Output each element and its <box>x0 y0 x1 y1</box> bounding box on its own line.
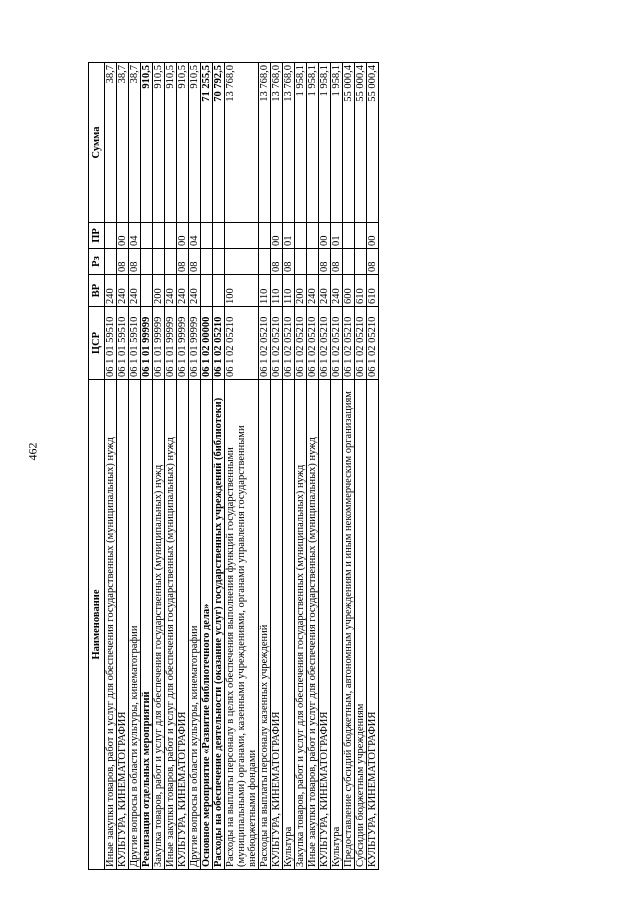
cell-rz <box>259 249 271 275</box>
cell-pr: 00 <box>117 223 129 249</box>
cell-rz <box>343 249 355 275</box>
cell-csr: 06 1 02 00000 <box>201 307 213 380</box>
table-row <box>201 63 213 870</box>
cell-pr: 01 <box>331 223 343 249</box>
cell-rz: 08 <box>271 249 283 275</box>
header-csr: ЦСР <box>89 307 105 380</box>
table-row <box>271 63 283 870</box>
cell-name: КУЛЬТУРА, КИНЕМАТОГРАФИЯ <box>367 380 379 870</box>
cell-vr: 600 <box>343 275 355 307</box>
table-row <box>307 63 319 870</box>
cell-rz: 08 <box>177 249 189 275</box>
cell-rz: 08 <box>367 249 379 275</box>
cell-pr <box>343 223 355 249</box>
cell-csr: 06 1 02 05210 <box>331 307 343 380</box>
cell-vr: 240 <box>105 275 117 307</box>
cell-sum: 1 958,1 <box>319 63 331 223</box>
cell-csr: 06 1 01 99999 <box>141 307 153 380</box>
cell-csr: 06 1 01 99999 <box>165 307 177 380</box>
cell-sum: 55 000,4 <box>355 63 367 223</box>
cell-rz <box>213 249 225 275</box>
cell-sum: 70 792,5 <box>213 63 225 223</box>
table-row <box>331 63 343 870</box>
cell-rz: 08 <box>331 249 343 275</box>
cell-sum: 38,7 <box>117 63 129 223</box>
cell-sum: 55 000,4 <box>343 63 355 223</box>
cell-pr <box>165 223 177 249</box>
cell-sum: 910,5 <box>189 63 201 223</box>
cell-pr <box>295 223 307 249</box>
cell-name: Закупка товаров, работ и услуг для обеспечения государственных (муниципальных) нужд <box>295 380 307 870</box>
cell-vr: 200 <box>153 275 165 307</box>
cell-pr: 00 <box>177 223 189 249</box>
cell-sum: 38,7 <box>105 63 117 223</box>
cell-csr: 06 1 01 99999 <box>153 307 165 380</box>
cell-vr: 240 <box>117 275 129 307</box>
cell-name: Иные закупки товаров, работ и услуг для обеспечения государственных (муниципальных) нужд <box>105 380 117 870</box>
table-header-row <box>89 63 105 870</box>
cell-sum: 1 958,1 <box>307 63 319 223</box>
cell-csr: 06 1 01 99999 <box>177 307 189 380</box>
cell-vr: 100 <box>225 275 259 307</box>
table-row <box>177 63 189 870</box>
cell-sum: 71 255,5 <box>201 63 213 223</box>
cell-vr: 240 <box>319 275 331 307</box>
cell-sum: 13 768,0 <box>225 63 259 223</box>
cell-csr: 06 1 02 05210 <box>259 307 271 380</box>
cell-csr: 06 1 02 05210 <box>355 307 367 380</box>
cell-sum: 13 768,0 <box>283 63 295 223</box>
cell-name: Расходы на выплаты персоналу казенных учреждений <box>259 380 271 870</box>
cell-vr: 110 <box>259 275 271 307</box>
cell-rz <box>165 249 177 275</box>
table-row <box>213 63 225 870</box>
cell-rz <box>355 249 367 275</box>
cell-name: Культура <box>331 380 343 870</box>
cell-csr: 06 1 02 05210 <box>283 307 295 380</box>
cell-rz: 08 <box>319 249 331 275</box>
cell-vr: 110 <box>271 275 283 307</box>
cell-sum: 55 000,4 <box>367 63 379 223</box>
cell-rz <box>153 249 165 275</box>
table-row <box>225 63 259 870</box>
cell-name: Расходы на выплаты персоналу в целях обеспечения выполнения функций государственными (муниципальными) органами, казенными учреждениями, органами управления государственными внебюджетными фондами <box>225 380 259 870</box>
cell-pr: 00 <box>319 223 331 249</box>
table-row <box>355 63 367 870</box>
cell-sum: 910,5 <box>177 63 189 223</box>
cell-vr: 240 <box>165 275 177 307</box>
cell-sum: 910,5 <box>165 63 177 223</box>
cell-name: Культура <box>283 380 295 870</box>
cell-sum: 1 958,1 <box>295 63 307 223</box>
table-row <box>367 63 379 870</box>
rotated-page <box>88 63 560 870</box>
table-row <box>259 63 271 870</box>
cell-vr: 610 <box>367 275 379 307</box>
cell-name: Закупка товаров, работ и услуг для обеспечения государственных (муниципальных) нужд <box>153 380 165 870</box>
cell-csr: 06 1 02 05210 <box>213 307 225 380</box>
cell-vr <box>201 275 213 307</box>
cell-vr: 240 <box>129 275 141 307</box>
cell-rz: 08 <box>117 249 129 275</box>
cell-name: Другие вопросы в области культуры, кинематографии <box>189 380 201 870</box>
cell-sum: 38,7 <box>129 63 141 223</box>
table-row <box>105 63 117 870</box>
cell-csr: 06 1 02 05210 <box>271 307 283 380</box>
cell-rz <box>141 249 153 275</box>
cell-vr: 240 <box>177 275 189 307</box>
table-row <box>283 63 295 870</box>
cell-vr <box>141 275 153 307</box>
cell-csr: 06 1 01 99999 <box>189 307 201 380</box>
cell-name: Реализация отдельных мероприятий <box>141 380 153 870</box>
table-body <box>105 63 379 870</box>
cell-pr: 00 <box>367 223 379 249</box>
header-pr: ПР <box>89 223 105 249</box>
cell-csr: 06 1 02 05210 <box>295 307 307 380</box>
header-rz: Рз <box>89 249 105 275</box>
cell-vr: 200 <box>295 275 307 307</box>
cell-csr: 06 1 02 05210 <box>343 307 355 380</box>
header-name: Наименование <box>89 380 105 870</box>
cell-csr: 06 1 02 05210 <box>225 307 259 380</box>
header-vr: ВР <box>89 275 105 307</box>
cell-name: КУЛЬТУРА, КИНЕМАТОГРАФИЯ <box>319 380 331 870</box>
budget-table <box>88 62 379 870</box>
cell-rz <box>105 249 117 275</box>
cell-sum: 910,5 <box>141 63 153 223</box>
table-row <box>189 63 201 870</box>
cell-vr: 110 <box>283 275 295 307</box>
cell-name: Иные закупки товаров, работ и услуг для обеспечения государственных (муниципальных) нужд <box>307 380 319 870</box>
cell-name: Иные закупки товаров, работ и услуг для обеспечения государственных (муниципальных) нужд <box>165 380 177 870</box>
cell-pr: 04 <box>129 223 141 249</box>
cell-pr <box>213 223 225 249</box>
cell-csr: 06 1 02 05210 <box>367 307 379 380</box>
table-row <box>295 63 307 870</box>
cell-rz: 08 <box>189 249 201 275</box>
cell-pr <box>153 223 165 249</box>
cell-pr <box>259 223 271 249</box>
cell-rz <box>225 249 259 275</box>
cell-name: КУЛЬТУРА, КИНЕМАТОГРАФИЯ <box>177 380 189 870</box>
table-row <box>129 63 141 870</box>
table-row <box>141 63 153 870</box>
cell-rz <box>201 249 213 275</box>
cell-name: КУЛЬТУРА, КИНЕМАТОГРАФИЯ <box>117 380 129 870</box>
cell-name: Предоставление субсидий бюджетным, автономным учреждениям и иным некоммерческим организациям <box>343 380 355 870</box>
cell-sum: 1 958,1 <box>331 63 343 223</box>
cell-csr: 06 1 02 05210 <box>307 307 319 380</box>
cell-sum: 910,5 <box>153 63 165 223</box>
cell-csr: 06 1 01 59510 <box>129 307 141 380</box>
cell-vr: 240 <box>331 275 343 307</box>
cell-sum: 13 768,0 <box>271 63 283 223</box>
cell-pr: 00 <box>271 223 283 249</box>
cell-pr: 01 <box>283 223 295 249</box>
cell-csr: 06 1 01 59510 <box>117 307 129 380</box>
cell-name: Расходы на обеспечение деятельности (оказание услуг) государственных учреждений (библиотеки) <box>213 380 225 870</box>
header-sum: Сумма <box>89 63 105 223</box>
cell-vr: 240 <box>307 275 319 307</box>
table-row <box>165 63 177 870</box>
cell-vr: 240 <box>189 275 201 307</box>
table-row <box>343 63 355 870</box>
table-row <box>319 63 331 870</box>
cell-rz: 08 <box>283 249 295 275</box>
cell-pr <box>225 223 259 249</box>
cell-rz <box>295 249 307 275</box>
cell-csr: 06 1 01 59510 <box>105 307 117 380</box>
cell-name: Другие вопросы в области культуры, кинематографии <box>129 380 141 870</box>
table-row <box>153 63 165 870</box>
cell-rz <box>307 249 319 275</box>
page-number: 462 <box>25 442 40 461</box>
cell-vr <box>213 275 225 307</box>
cell-pr <box>355 223 367 249</box>
cell-pr <box>105 223 117 249</box>
cell-pr: 04 <box>189 223 201 249</box>
table-row <box>117 63 129 870</box>
cell-vr: 610 <box>355 275 367 307</box>
cell-name: Основное мероприятие «Развитие библиотечного дела» <box>201 380 213 870</box>
cell-name: Субсидии бюджетным учреждениям <box>355 380 367 870</box>
cell-sum: 13 768,0 <box>259 63 271 223</box>
cell-name: КУЛЬТУРА, КИНЕМАТОГРАФИЯ <box>271 380 283 870</box>
cell-csr: 06 1 02 05210 <box>319 307 331 380</box>
cell-pr <box>201 223 213 249</box>
cell-pr <box>141 223 153 249</box>
cell-rz: 08 <box>129 249 141 275</box>
cell-pr <box>307 223 319 249</box>
